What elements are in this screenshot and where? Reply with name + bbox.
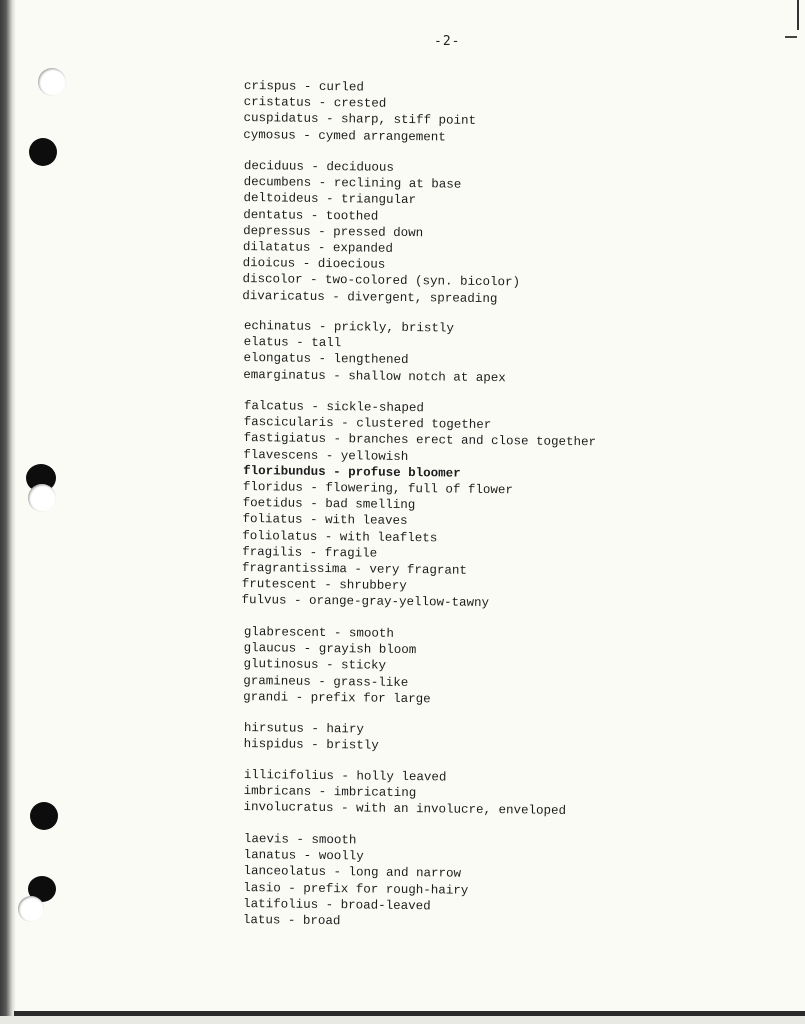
entry-term: elongatus [243, 351, 312, 367]
glossary-group [241, 398, 764, 615]
entry-definition: sickle-shaped [326, 400, 425, 416]
glossary-group [243, 78, 764, 149]
entry-term: gramineus [243, 673, 311, 689]
entry-definition: with leaflets [339, 529, 438, 546]
entry-separator: - [310, 674, 334, 689]
entry-separator: - [295, 256, 318, 271]
glossary-group [243, 767, 764, 822]
entry-separator: - [302, 480, 326, 496]
entry-definition: bristly [326, 737, 379, 753]
entry-term: glutinosus [243, 656, 319, 672]
entry-separator: - [302, 545, 325, 560]
entry-separator: - [288, 689, 311, 705]
entry-term: latifolius [243, 896, 319, 912]
entry-definition: tall [311, 336, 342, 351]
entry-definition: smooth [348, 625, 395, 641]
entry-term: dentatus [243, 207, 304, 223]
entry-definition: shallow notch at apex [348, 369, 506, 386]
entry-separator: - [333, 801, 357, 816]
entry-separator: - [310, 352, 334, 367]
entry-separator: - [286, 593, 310, 609]
entry-definition: sharp, stiff point [340, 112, 477, 129]
entry-term: deciduus [243, 158, 304, 174]
entry-term: foliolatus [242, 528, 318, 544]
entry-definition: two-colored (syn. bicolor) [324, 273, 521, 290]
entry-term: falcatus [243, 399, 304, 414]
entry-separator: - [333, 416, 357, 431]
entry-separator: - [318, 897, 341, 912]
entry-definition: dioecious [317, 256, 386, 272]
entry-definition: reclining at base [333, 176, 462, 192]
glossary-group [243, 318, 764, 389]
punch-hole-upper-black [29, 138, 57, 166]
entry-definition: with an involucre, enveloped [355, 801, 567, 819]
entry-definition: triangular [340, 192, 417, 208]
entry-separator: - [310, 240, 334, 255]
entry-separator: - [303, 737, 327, 752]
entry-term: hirsutus [243, 720, 304, 736]
entry-separator: - [317, 529, 340, 544]
entry-definition: prefix for large [310, 690, 431, 706]
right-edge-mark [797, 0, 799, 30]
entry-term: fragilis [242, 544, 303, 560]
entry-separator: - [325, 432, 349, 447]
entry-term: cristatus [243, 95, 312, 111]
entry-separator: - [280, 880, 304, 895]
entry-separator: - [318, 448, 341, 463]
entry-term: latus [242, 912, 281, 927]
entry-term: cymosus [243, 127, 296, 143]
glossary-group [243, 624, 764, 711]
glossary-group [244, 720, 764, 759]
page-bottom-edge [14, 1011, 805, 1016]
entry-separator: - [280, 912, 304, 928]
entry-separator: - [311, 320, 335, 335]
entry-term: divaricatus [242, 288, 325, 304]
entry-term: floridus [242, 480, 304, 495]
entry-definition: broad-leaved [340, 897, 431, 913]
entry-term: depressus [243, 223, 311, 239]
glossary-group [243, 831, 764, 934]
entry-separator: - [295, 128, 319, 143]
entry-definition: toothed [325, 208, 379, 223]
entry-separator: - [310, 224, 334, 239]
entry-definition: branches erect and close together [348, 432, 597, 450]
entry-separator: - [333, 769, 357, 784]
entry-term: discolor [242, 272, 303, 287]
entry-definition: yellowish [340, 448, 409, 464]
entry-separator: - [311, 175, 334, 191]
entry-separator: - [296, 641, 319, 656]
entry-separator: - [325, 464, 349, 480]
entry-separator: - [318, 112, 342, 127]
page-bottom-strip [0, 1016, 805, 1024]
entry-term: illicifolius [243, 767, 334, 784]
entry-term: lanceolatus [243, 863, 327, 879]
entry-separator: - [303, 399, 327, 415]
entry-separator: - [302, 513, 326, 528]
entry-separator: - [311, 96, 334, 111]
entry-separator: - [316, 578, 340, 593]
entry-definition: hairy [326, 721, 365, 737]
entry-definition: sticky [340, 658, 387, 673]
entry-term: emarginatus [243, 367, 326, 384]
entry-separator: - [288, 336, 312, 351]
entry-term: frutescent [241, 577, 317, 593]
entry-separator: - [346, 562, 370, 577]
entry-definition: holly leaved [356, 769, 447, 785]
entry-definition: fragile [324, 545, 378, 561]
entry-separator: - [296, 79, 320, 94]
punch-hole-middle-white [28, 484, 56, 512]
entry-definition: crested [333, 96, 387, 111]
entry-term: fascicularis [243, 415, 334, 431]
entry-definition: prickly, bristly [333, 320, 455, 337]
entry-term: involucratus [243, 800, 334, 816]
glossary-group [242, 158, 764, 310]
entry-separator: - [318, 192, 342, 207]
entry-definition: long and narrow [348, 865, 462, 881]
entry-definition: bad smelling [325, 497, 416, 513]
entry-separator: - [324, 289, 348, 304]
entry-separator: - [326, 625, 350, 640]
entry-separator: - [303, 721, 327, 736]
page-left-edge [0, 0, 16, 1024]
entry-definition: lengthened [333, 352, 409, 368]
entry-definition: curled [318, 79, 365, 95]
entry-definition: grayish bloom [318, 641, 417, 657]
entry-definition: divergent, spreading [347, 289, 498, 306]
entry-definition: pressed down [333, 224, 424, 240]
entry-definition: expanded [332, 240, 394, 256]
entry-term: hispidus [243, 736, 304, 752]
entry-separator: - [296, 848, 319, 863]
entry-separator: - [325, 864, 349, 880]
entry-term: foliatus [242, 512, 303, 528]
entry-definition: deciduous [326, 159, 395, 175]
entry-separator: - [311, 784, 334, 800]
entry-definition: cymed arrangement [318, 128, 446, 145]
glossary-list [241, 78, 764, 943]
entry-definition: clustered together [356, 416, 492, 433]
entry-term: echinatus [243, 319, 312, 335]
entry-term: dioicus [242, 255, 296, 271]
entry-term: floribundus [243, 463, 326, 479]
entry-separator: - [302, 497, 326, 512]
entry-term: glaucus [243, 640, 297, 656]
entry-separator: - [318, 657, 342, 673]
punch-hole-lower-black [30, 802, 58, 830]
entry-definition: shrubbery [339, 578, 407, 594]
entry-definition: grass-like [333, 674, 409, 690]
entry-term: laevis [243, 831, 290, 847]
entry-term: deltoideus [243, 191, 319, 207]
entry-definition: with leaves [324, 513, 408, 529]
entry-definition: imbricating [333, 785, 417, 801]
entry-definition: woolly [318, 848, 364, 864]
entry-term: lanatus [243, 847, 297, 863]
entry-term: crispus [243, 78, 297, 94]
entry-separator: - [288, 832, 312, 847]
right-edge-dash [785, 36, 797, 38]
entry-term: glabrescent [243, 624, 327, 640]
entry-term: flavescens [243, 447, 319, 463]
punch-hole-bottom-white [18, 896, 44, 922]
entry-definition: broad [302, 913, 341, 928]
entry-term: decumbens [243, 174, 312, 190]
entry-separator: - [303, 159, 327, 174]
entry-term: fragrantissima [241, 561, 348, 577]
entry-definition: flowering, full of flower [325, 481, 514, 498]
entry-separator: - [325, 369, 349, 384]
entry-definition: profuse bloomer [348, 465, 461, 481]
entry-term: foetidus [242, 496, 303, 512]
entry-definition: orange-gray-yellow-tawny [308, 594, 490, 611]
entry-definition: smooth [311, 832, 357, 847]
entry-term: lasio [243, 880, 281, 895]
punch-hole-top-white [38, 68, 66, 96]
entry-term: fulvus [241, 593, 287, 608]
entry-separator: - [303, 208, 326, 223]
entry-term: imbricans [243, 784, 312, 799]
entry-definition: prefix for rough-hairy [303, 880, 469, 897]
entry-separator: - [302, 272, 326, 288]
entry-term: grandi [243, 689, 289, 704]
entry-term: dilatatus [242, 239, 311, 255]
entry-term: cuspidatus [243, 111, 319, 127]
entry-term: fastigiatus [243, 431, 327, 447]
entry-term: elatus [243, 335, 289, 351]
page-number: -2- [434, 34, 461, 49]
entry-definition: very fragrant [369, 562, 468, 578]
